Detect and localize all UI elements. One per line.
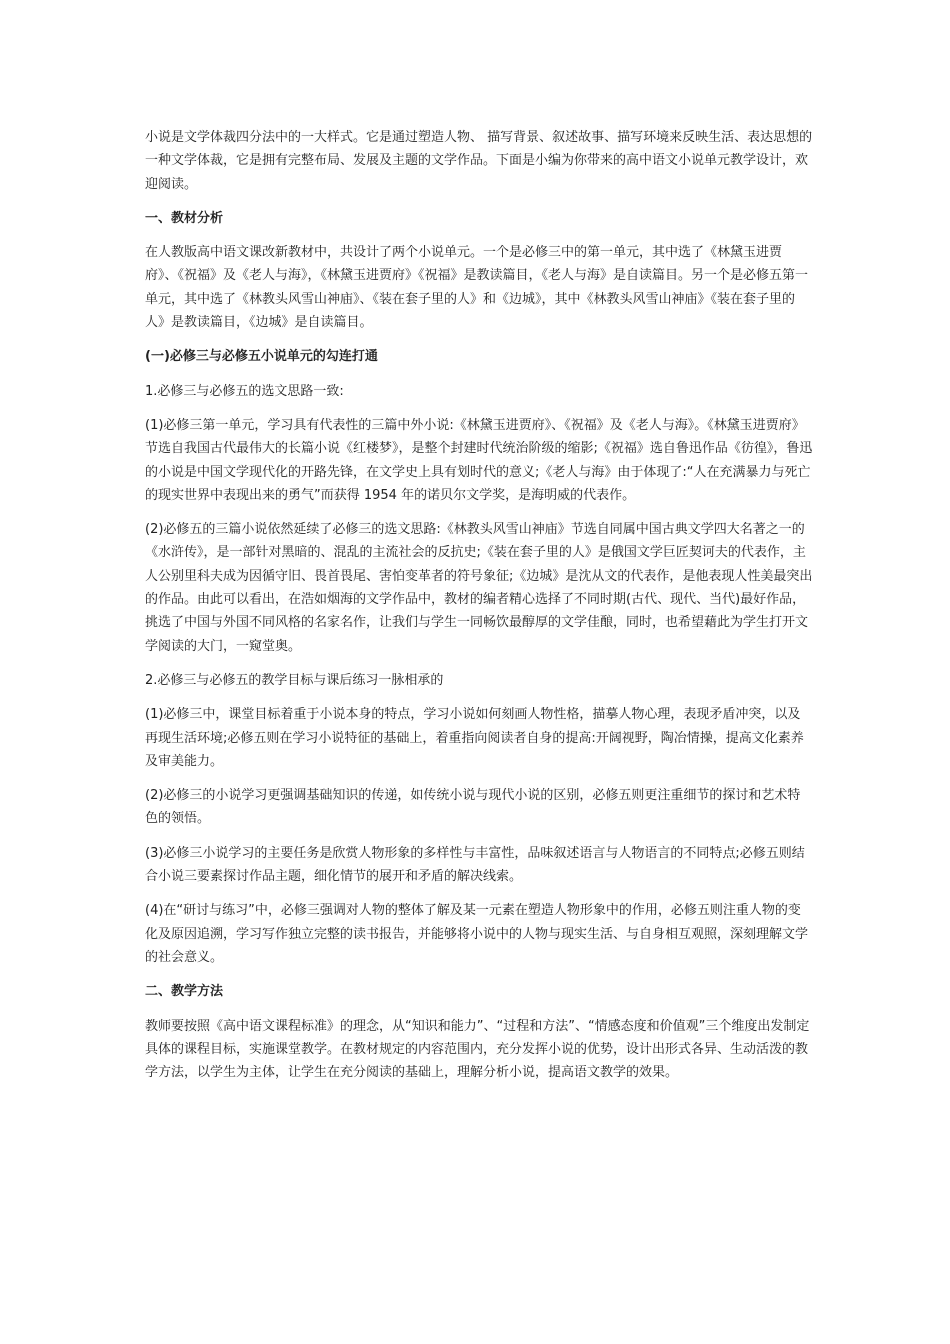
section-heading-textbook-analysis: 一、教材分析: [145, 210, 224, 226]
point-2-item-2: (2)必修三的小说学习更强调基础知识的传递，如传统小说与现代小说的区别，必修五则更注重细节的探讨和艺术特色的领悟。: [145, 788, 801, 827]
point-2-heading: 2.必修三与必修五的教学目标与课后练习一脉相承的: [145, 672, 444, 688]
point-2-item-3: (3)必修三小说学习的主要任务是欣赏人物形象的多样性与丰富性，品味叙述语言与人物语言的不同特点;必修五则结合小说三要素探讨作品主题，细化情节的展开和矛盾的解决线索。: [145, 845, 805, 885]
subsection-heading-linking: (一)必修三与必修五小说单元的勾连打通: [145, 349, 378, 365]
point-1-heading: 1.必修三与必修五的选文思路一致:: [145, 383, 344, 399]
point-2-item-4: (4)在“研讨与练习”中，必修三强调对人物的整体了解及某一元素在塑造人物形象中的作用，必修五则注重人物的变化及原因追溯，学习写作独立完整的读书报告，并能够将小说中的人物与现实生活、与自身相互观照，深刻理解文学的社会意义。: [145, 903, 809, 965]
point-1-item-1: (1)必修三第一单元，学习具有代表性的三篇中外小说:《林黛玉进贾府》、《祝福》及《老人与海》。《林黛玉进贾府》节选自我国古代最伟大的长篇小说《红楼梦》，是整个封建时代统治阶级的缩影;《祝福》选自鲁迅作品《彷徨》，鲁迅的小说是中国文学现代化的开路先锋，在文学史上具有划时代的意义;《老人与海》由于体现了:“人在充满暴力与死亡的现实世界中表现出来的勇气”而获得 1954 年的诺贝尔文学奖，是海明威的代表作。: [145, 417, 813, 503]
section-heading-teaching-methods: 二、教学方法: [145, 984, 224, 1000]
teaching-methods-paragraph: 教师要按照《高中语文课程标准》的理念，从“知识和能力”、“过程和方法”、“情感态度和价值观”三个维度出发制定具体的课程目标，实施课堂教学。在教材规定的内容范围内，充分发挥小说的优势，设计出形式各异、生动活泼的教学方法，以学生为主体，让学生在充分阅读的基础上，理解分析小说，提高语文教学的效果。: [145, 1018, 810, 1081]
point-2-item-1: (1)必修三中，课堂目标着重于小说本身的特点，学习小说如何刻画人物性格，描摹人物心理，表现矛盾冲突，以及再现生活环境;必修五则在学习小说特征的基础上，着重指向阅读者自身的提高:开阔视野，陶冶情操，提高文化素养及审美能力。: [145, 707, 804, 769]
document-body: [145, 126, 813, 1095]
textbook-analysis-paragraph: 在人教版高中语文课改新教材中，共设计了两个小说单元。一个是必修三中的第一单元，其中选了《林黛玉进贾府》、《祝福》及《老人与海》，《林黛玉进贾府》《祝福》是教读篇目，《老人与海》是自读篇目。另一个是必修五第一单元，其中选了《林教头风雪山神庙》、《装在套子里的人》和《边城》，其中《林教头风雪山神庙》《装在套子里的人》是教读篇目，《边城》是自读篇目。: [145, 245, 809, 331]
point-1-item-2: (2)必修五的三篇小说依然延续了必修三的选文思路:《林教头风雪山神庙》节选自同属中国古典文学四大名著之一的《水浒传》，是一部针对黑暗的、混乱的主流社会的反抗史;《装在套子里的人》是俄国文学巨匠契诃夫的代表作，主人公别里科夫成为因循守旧、畏首畏尾、害怕变革者的符号象征;《边城》是沈从文的代表作，是他表现人性美最突出的作品。由此可以看出，在浩如烟海的文学作品中，教材的编者精心选择了不同时期(古代、现代、当代)最好作品，挑选了中国与外国不同风格的名家名作，让我们与学生一同畅饮最醇厚的文学佳酿，同时，也希望藉此为学生打开文学阅读的大门，一窥堂奥。: [145, 522, 813, 654]
intro-paragraph: 小说是文学体裁四分法中的一大样式。它是通过塑造人物、 描写背景、叙述故事、描写环境来反映生活、表达思想的一种文学体裁，它是拥有完整布局、发展及主题的文学作品。下面是小编为你带来的高中语文小说单元教学设计，欢迎阅读。: [145, 130, 813, 192]
